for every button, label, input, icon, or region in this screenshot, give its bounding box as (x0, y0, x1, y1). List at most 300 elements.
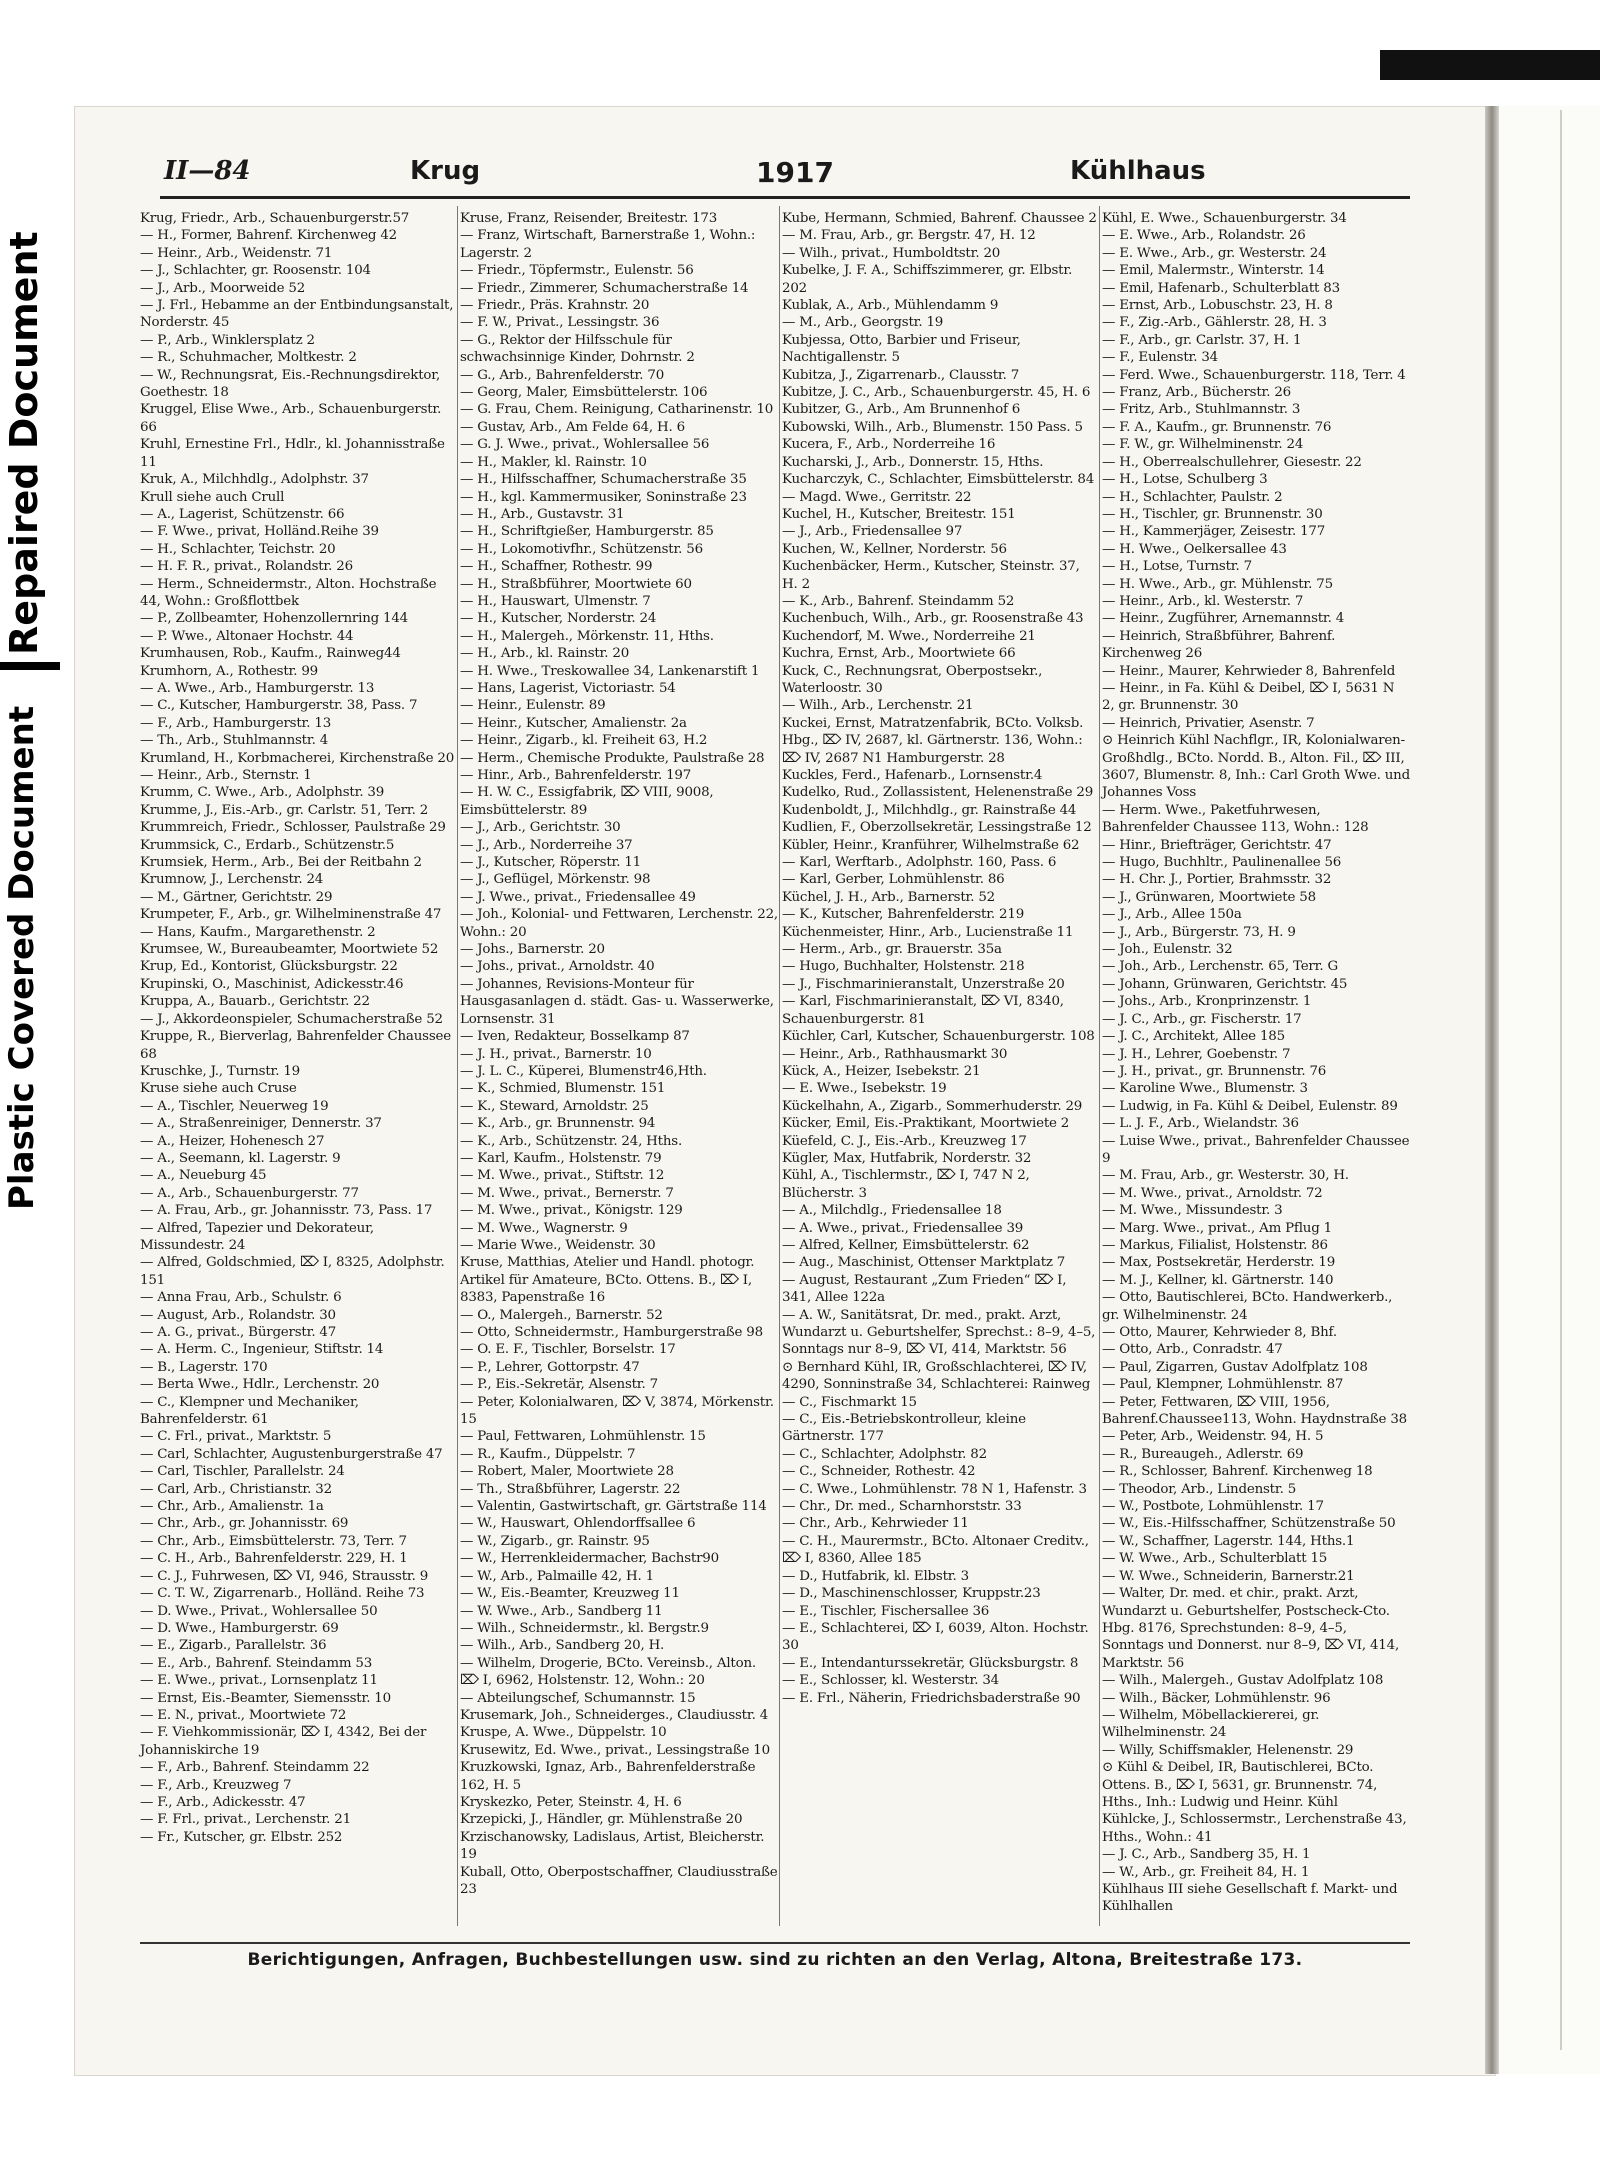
directory-entry: — Valentin, Gastwirtschaft, gr. Gärtstraße 114 (460, 1499, 767, 1515)
directory-entry: Kubitza, J., Zigarrenarb., Clausstr. 7 (782, 367, 1020, 383)
directory-entry: Krumsiek, Herm., Arb., Bei der Reitbahn 2 (140, 855, 422, 871)
directory-entry: — Abteilungschef, Schumannstr. 15 (460, 1690, 696, 1706)
directory-entry: — M. Wwe., Missundestr. 3 (1102, 1203, 1283, 1219)
directory-entry: — Iven, Redakteur, Bosselkamp 87 (460, 1029, 690, 1045)
directory-entry: Krzischanowsky, Ladislaus, Artist, Bleicherstr. 19 (460, 1829, 765, 1863)
directory-entry: — Johs., Barnerstr. 20 (460, 942, 605, 958)
footer-rule (140, 1942, 1410, 1944)
directory-entry: — J. C., Arb., Sandberg 35, H. 1 (1102, 1847, 1311, 1863)
directory-entry: — Ludwig, in Fa. Kühl & Deibel, Eulenstr. 89 (1102, 1098, 1398, 1114)
page-number: II—84 (164, 156, 251, 186)
directory-entry: — Ernst, Arb., Lobuschstr. 23, H. 8 (1102, 298, 1333, 314)
directory-entry: — Heinrich, Straßbführer, Bahrenf. Kirchenweg 26 (1102, 628, 1336, 662)
directory-entry: — O., Malergeh., Barnerstr. 52 (460, 1307, 663, 1323)
directory-entry: Krup, Ed., Kontorist, Glücksburgstr. 22 (140, 959, 398, 975)
directory-entry: — L. J. F., Arb., Wielandstr. 36 (1102, 1116, 1299, 1132)
directory-entry: — E. Frl., Näherin, Friedrichsbaderstraße 90 (782, 1690, 1081, 1706)
directory-entry: — Herm., Schneidermstr., Alton. Hochstraße 44, Wohn.: Großflottbek (140, 576, 437, 609)
directory-entry: — H., Kammerjäger, Zeisestr. 177 (1102, 524, 1326, 540)
directory-entry: — H., Lotse, Turnstr. 7 (1102, 559, 1252, 575)
page-fold (1485, 106, 1499, 2074)
directory-entry: — Wilh., Arb., Sandberg 20, H. (460, 1638, 665, 1654)
label-separator (0, 662, 60, 670)
directory-entry: — Hans, Lagerist, Victoriastr. 54 (460, 680, 676, 696)
directory-entry: — Johannes, Revisions-Monteur für Hausgasanlagen d. städt. Gas- u. Wasserwerke, Lornsenstr. 31 (460, 976, 774, 1027)
directory-entry: — August, Arb., Rolandstr. 30 (140, 1307, 336, 1323)
directory-entry: Kudenboldt, J., Milchhdlg., gr. Rainstraße 44 (782, 802, 1077, 818)
directory-entry: — Luise Wwe., privat., Bahrenfelder Chaussee 9 (1102, 1133, 1410, 1166)
directory-entry: — F., Arb., gr. Carlstr. 37, H. 1 (1102, 332, 1302, 348)
directory-entry: — M. Wwe., privat., Bernerstr. 7 (460, 1185, 674, 1201)
directory-entry: Kubitzer, G., Arb., Am Brunnenhof 6 (782, 402, 1021, 418)
directory-entry: — C. H., Maurermstr., BCto. Altonaer Creditv., ⌦ I, 8360, Allee 185 (782, 1533, 1089, 1567)
directory-entry: — W., Herrenkleidermacher, Bachstr90 (460, 1551, 719, 1567)
directory-entry: — Alfred, Tapezier und Dekorateur, Missundestr. 24 (140, 1220, 374, 1253)
directory-entry: — W., Rechnungsrat, Eis.-Rechnungsdirektor, Goethestr. 18 (140, 367, 441, 401)
directory-entry: — F., Arb., Hamburgerstr. 13 (140, 715, 332, 731)
directory-entry: Kückelhahn, A., Zigarb., Sommerhuderstr. 29 (782, 1098, 1083, 1114)
directory-entry: — Marg. Wwe., privat., Am Pflug 1 (1102, 1220, 1332, 1236)
directory-entry: — E. Wwe., Arb., gr. Westerstr. 24 (1102, 245, 1327, 261)
directory-entry: — J., Arb., Moorweide 52 (140, 280, 306, 296)
directory-entry: — Heinr., Eulenstr. 89 (460, 698, 606, 714)
directory-entry: — J., Arb., Allee 150a (1102, 907, 1242, 923)
directory-entry: — M., Gärtner, Gerichtstr. 29 (140, 889, 333, 905)
directory-entry: Kryskezko, Peter, Steinstr. 4, H. 6 (460, 1794, 682, 1810)
directory-entry: — K., Arb., Schützenstr. 24, Hths. (460, 1133, 682, 1149)
directory-entry: — W., Zigarb., gr. Rainstr. 95 (460, 1533, 650, 1549)
directory-entry: ⊙ Bernhard Kühl, IR, Großschlachterei, ⌦ IV, 4290, Sonninstraße 34, Schlachterei: Rainweg (782, 1359, 1091, 1393)
directory-entry: Krummsick, C., Erdarb., Schützenstr.5 (140, 837, 395, 853)
directory-entry: — Heinrich, Privatier, Asenstr. 7 (1102, 715, 1315, 731)
header-rule (160, 196, 1410, 199)
directory-entry: — E., Tischler, Fischersallee 36 (782, 1603, 990, 1619)
directory-entry: — M. Wwe., privat., Königstr. 129 (460, 1203, 683, 1219)
directory-entry: Kruzkowski, Ignaz, Arb., Bahrenfelderstraße 162, H. 5 (460, 1760, 756, 1793)
directory-entry: Krumpeter, F., Arb., gr. Wilhelminenstraße 47 (140, 907, 442, 923)
directory-entry: — Gustav, Arb., Am Felde 64, H. 6 (460, 419, 685, 435)
directory-entry: — W. Wwe., Schneiderin, Barnerstr.21 (1102, 1568, 1355, 1584)
directory-entry: — C., Eis.-Betriebskontrolleur, kleine Gärtnerstr. 177 (782, 1412, 1026, 1445)
directory-entry: — R., Kaufm., Düppelstr. 7 (460, 1446, 636, 1462)
column-1 (140, 210, 456, 1846)
directory-entry: — M. Frau, Arb., gr. Westerstr. 30, H. (1102, 1168, 1349, 1184)
directory-entry: — M. Wwe., privat., Arnoldstr. 72 (1102, 1185, 1323, 1201)
directory-entry: Kudlien, F., Oberzollsekretär, Lessingstraße 12 (782, 820, 1092, 836)
directory-entry: — Theodor, Arb., Lindenstr. 5 (1102, 1481, 1297, 1497)
directory-entry: Kuchenbäcker, Herm., Kutscher, Steinstr. 37, H. 2 (782, 559, 1080, 592)
directory-entry: — C. T. W., Zigarrenarb., Holländ. Reihe 73 (140, 1586, 425, 1602)
directory-entry: Kuck, C., Rechnungsrat, Oberpostsekr., Waterloostr. 30 (782, 663, 1043, 696)
directory-entry: — C., Schlachter, Adolphstr. 82 (782, 1446, 987, 1462)
directory-entry: — H., Straßbführer, Moortwiete 60 (460, 576, 692, 592)
directory-entry: — Chr., Arb., Kehrwieder 11 (782, 1516, 969, 1532)
directory-entry: — K., Arb., Bahrenf. Steindamm 52 (782, 593, 1015, 609)
column-divider (457, 206, 458, 1926)
directory-entry: — Wilh., Arb., Lerchenstr. 21 (782, 698, 974, 714)
directory-entry: — August, Restaurant „Zum Frieden“ ⌦ I, 341, Allee 122a (782, 1272, 1067, 1306)
directory-entry: — E. Wwe., privat., Lornsenplatz 11 (140, 1673, 378, 1689)
directory-entry: — H., Lotse, Schulberg 3 (1102, 472, 1268, 488)
directory-entry: — K., Kutscher, Bahrenfelderstr. 219 (782, 907, 1025, 923)
directory-entry: — J., Geflügel, Mörkenstr. 98 (460, 872, 651, 888)
directory-entry: — P., Lehrer, Gottorpstr. 47 (460, 1359, 640, 1375)
directory-entry: — P., Arb., Winklersplatz 2 (140, 332, 315, 348)
directory-entry: — Karoline Wwe., Blumenstr. 3 (1102, 1081, 1308, 1097)
directory-entry: — A., Milchdlg., Friedensallee 18 (782, 1203, 1002, 1219)
directory-entry: — A., Tischler, Neuerweg 19 (140, 1098, 329, 1114)
directory-entry: — H., Makler, kl. Rainstr. 10 (460, 454, 647, 470)
directory-entry: — P., Zollbeamter, Hohenzollernring 144 (140, 611, 409, 627)
directory-entry: — E. Wwe., Arb., Rolandstr. 26 (1102, 228, 1306, 244)
directory-entry: — P., Eis.-Sekretär, Alsenstr. 7 (460, 1377, 658, 1393)
directory-entry: Kucharski, J., Arb., Donnerstr. 15, Hths. (782, 454, 1044, 470)
directory-entry: Kühl, A., Tischlermstr., ⌦ I, 747 N 2, Blücherstr. 3 (782, 1168, 1030, 1201)
directory-entry: — Karl, Kaufm., Holstenstr. 79 (460, 1150, 662, 1166)
directory-entry: Krusemark, Joh., Schneiderges., Claudiusstr. 4 (460, 1707, 769, 1723)
directory-entry: — H., Malergeh., Mörkenstr. 11, Hths. (460, 628, 714, 644)
directory-entry: ⊙ Heinrich Kühl Nachflgr., IR, Kolonialwaren-Großhdlg., BCto. Nordd. B., Alton. Fil., ⌦ III, 3607, Blumenstr. 8, Inh.: Carl Groth Wwe. und Johannes Voss (1102, 733, 1410, 801)
directory-entry: — J. C., Arb., gr. Fischerstr. 17 (1102, 1011, 1302, 1027)
directory-entry: Kruk, A., Milchhdlg., Adolphstr. 37 (140, 472, 369, 488)
directory-entry: — Herm. Wwe., Paketfuhrwesen, Bahrenfelder Chaussee 113, Wohn.: 128 (1102, 802, 1369, 836)
directory-entry: — Joh., Kolonial- und Fettwaren, Lerchenstr. 22, Wohn.: 20 (460, 907, 778, 940)
directory-entry: — H., Hauswart, Ulmenstr. 7 (460, 593, 651, 609)
directory-entry: — F. Viehkommissionär, ⌦ I, 4342, Bei der Johanniskirche 19 (140, 1725, 427, 1758)
directory-entry: — Hugo, Buchhltr., Paulinenallee 56 (1102, 855, 1342, 871)
directory-entry: Krzepicki, J., Händler, gr. Mühlenstraße 20 (460, 1812, 743, 1828)
directory-entry: Krumhorn, A., Rothestr. 99 (140, 663, 318, 679)
directory-entry: — Wilhelm, Möbellackiererei, gr. Wilhelminenstr. 24 (1102, 1707, 1320, 1741)
directory-entry: — H. Wwe., Oelkersallee 43 (1102, 541, 1287, 557)
directory-entry: — J., Kutscher, Röperstr. 11 (460, 855, 641, 871)
directory-entry: — H., Schlachter, Paulstr. 2 (1102, 489, 1283, 505)
directory-entry: — J., Arb., Friedensallee 97 (782, 524, 963, 540)
directory-entry: — J. L. C., Küperei, Blumenstr46,Hth. (460, 1063, 707, 1079)
directory-entry: — W., Arb., gr. Freiheit 84, H. 1 (1102, 1864, 1310, 1880)
directory-entry: — Heinr., in Fa. Kühl & Deibel, ⌦ I, 5631 N 2, gr. Brunnenstr. 30 (1102, 680, 1395, 714)
directory-entry: — E. N., privat., Moortwiete 72 (140, 1707, 347, 1723)
directory-entry: — Friedr., Präs. Krahnstr. 20 (460, 298, 650, 314)
directory-entry: — W., Postbote, Lohmühlenstr. 17 (1102, 1499, 1324, 1515)
directory-entry: — E., Schlosser, kl. Westerstr. 34 (782, 1673, 999, 1689)
directory-entry: — Otto, Arb., Conradstr. 47 (1102, 1342, 1283, 1358)
column-4 (1102, 210, 1410, 1916)
publisher-footer: Berichtigungen, Anfragen, Buchbestellungen usw. sind zu richten an den Verlag, Altona, Breitestraße 173. (247, 1950, 1303, 1970)
directory-entry: Krumme, J., Eis.-Arb., gr. Carlstr. 51, Terr. 2 (140, 802, 429, 818)
directory-entry: Kublak, A., Arb., Mühlendamm 9 (782, 298, 999, 314)
directory-entry: Krumsee, W., Bureaubeamter, Moortwiete 52 (140, 942, 439, 958)
directory-entry: — H. Wwe., Treskowallee 34, Lankenarstift 1 (460, 663, 760, 679)
directory-entry: — J. H., privat., gr. Brunnenstr. 76 (1102, 1063, 1327, 1079)
directory-entry: — Hinr., Briefträger, Gerichtstr. 47 (1102, 837, 1332, 853)
directory-entry: — K., Steward, Arnoldstr. 25 (460, 1098, 649, 1114)
directory-entry: — Wilh., Schneidermstr., kl. Bergstr.9 (460, 1620, 709, 1636)
directory-entry: Kruse, Franz, Reisender, Breitestr. 173 (460, 211, 718, 226)
directory-entry: — C., Fischmarkt 15 (782, 1394, 917, 1410)
directory-entry: Küchler, Carl, Kutscher, Schauenburgerstr. 108 (782, 1029, 1095, 1045)
directory-entry: Kruschke, J., Turnstr. 19 (140, 1063, 300, 1079)
directory-entry: — J. H., privat., Barnerstr. 10 (460, 1046, 652, 1062)
directory-entry: — Karl, Werftarb., Adolphstr. 160, Pass. 6 (782, 855, 1057, 871)
directory-entry: — H., kgl. Kammermusiker, Soninstraße 23 (460, 489, 747, 505)
directory-entry: — Johann, Grünwaren, Gerichtstr. 45 (1102, 976, 1348, 992)
directory-entry: — F., Zig.-Arb., Gählerstr. 28, H. 3 (1102, 315, 1327, 331)
directory-entry: — E., Arb., Bahrenf. Steindamm 53 (140, 1655, 373, 1671)
directory-entry: — W., Eis.-Beamter, Kreuzweg 11 (460, 1586, 680, 1602)
directory-entry: — Walter, Dr. med. et chir., prakt. Arzt, Wundarzt u. Geburtshelfer, Postscheck-Cto. Hbg. 8176, Sprechstunden: 8–9, 4–5, Sonntags und Donnerst. nur 8–9, ⌦ VI, 414, Marktstr. 56 (1102, 1586, 1399, 1671)
directory-entry: — Friedr., Töpfermstr., Eulenstr. 56 (460, 263, 694, 279)
directory-entry: — F. Frl., privat., Lerchenstr. 21 (140, 1812, 351, 1828)
directory-entry: Krusewitz, Ed. Wwe., privat., Lessingstraße 10 (460, 1742, 770, 1758)
directory-entry: — Paul, Klempner, Lohmühlenstr. 87 (1102, 1377, 1344, 1393)
directory-entry: — Chr., Dr. med., Scharnhorststr. 33 (782, 1499, 1022, 1515)
directory-entry: — H., Tischler, gr. Brunnenstr. 30 (1102, 506, 1323, 522)
directory-entry: — H., Lokomotivfhr., Schützenstr. 56 (460, 541, 703, 557)
directory-entry: — Aug., Maschinist, Ottenser Marktplatz 7 (782, 1255, 1066, 1271)
directory-entry: — Heinr., Arb., Sternstr. 1 (140, 768, 312, 783)
directory-entry: — H. Chr. J., Portier, Brahmsstr. 32 (1102, 872, 1332, 888)
directory-entry: — M. Frau, Arb., gr. Bergstr. 47, H. 12 (782, 228, 1036, 244)
directory-entry: — A. Wwe., privat., Friedensallee 39 (782, 1220, 1024, 1236)
directory-entry: Kruse, Matthias, Atelier und Handl. photogr. Artikel für Amateure, BCto. Ottens. B., ⌦ I, 8383, Papenstraße 16 (460, 1255, 755, 1306)
directory-entry: — C., Schneider, Rothestr. 42 (782, 1464, 976, 1480)
directory-entry: — Herm., Chemische Produkte, Paulstraße 28 (460, 750, 765, 766)
directory-entry: Kühlcke, J., Schlossermstr., Lerchenstraße 43, Hths., Wohn.: 41 (1102, 1812, 1407, 1845)
directory-entry: — Carl, Arb., Christianstr. 32 (140, 1481, 332, 1497)
header-first-word: Krug (410, 156, 481, 186)
directory-entry: — A. Wwe., Arb., Hamburgerstr. 13 (140, 680, 375, 696)
scanner-edge (1380, 50, 1600, 80)
directory-entry: — J., Grünwaren, Moortwiete 58 (1102, 889, 1316, 905)
directory-entry: — A., Straßenreiniger, Dennerstr. 37 (140, 1116, 382, 1132)
directory-entry: Kuckei, Ernst, Matratzenfabrik, BCto. Volksb. Hbg., ⌦ IV, 2687, kl. Gärtnerstr. 136, Wohn.: ⌦ IV, 2687 N1 Hamburgerstr. 28 (782, 715, 1084, 766)
column-2 (460, 210, 778, 1898)
directory-entry: — Heinr., Kutscher, Amalienstr. 2a (460, 715, 687, 731)
directory-entry: Kucharczyk, C., Schlachter, Eimsbüttelerstr. 84 (782, 472, 1095, 488)
directory-entry: — Chr., Arb., Amalienstr. 1a (140, 1499, 324, 1515)
column-divider (779, 206, 780, 1926)
directory-entry: — Paul, Fettwaren, Lohmühlenstr. 15 (460, 1429, 706, 1445)
directory-entry: — Wilh., Bäcker, Lohmühlenstr. 96 (1102, 1690, 1331, 1706)
directory-entry: — R., Schlosser, Bahrenf. Kirchenweg 18 (1102, 1464, 1373, 1480)
directory-entry: — J. Frl., Hebamme an der Entbindungsanstalt, Norderstr. 45 (140, 298, 454, 331)
directory-entry: — H. F. R., privat., Rolandstr. 26 (140, 559, 353, 575)
directory-entry: — E., Zigarb., Parallelstr. 36 (140, 1638, 327, 1654)
directory-entry: — G., Arb., Bahrenfelderstr. 70 (460, 367, 665, 383)
directory-entry: — Marie Wwe., Weidenstr. 30 (460, 1237, 656, 1253)
directory-entry: — H., Oberrealschullehrer, Giesestr. 22 (1102, 454, 1362, 470)
directory-entry: — H., Hilfsschaffner, Schumacherstraße 35 (460, 472, 747, 488)
directory-entry: — M. J., Kellner, kl. Gärtnerstr. 140 (1102, 1272, 1334, 1288)
directory-entry: — W., Hauswart, Ohlendorffsallee 6 (460, 1516, 696, 1532)
directory-entry: — Heinr., Arb., kl. Westerstr. 7 (1102, 593, 1304, 609)
directory-entry: — Robert, Maler, Moortwiete 28 (460, 1464, 674, 1480)
directory-entry: — A., Neueburg 45 (140, 1168, 267, 1184)
directory-entry: — W. Wwe., Arb., Schulterblatt 15 (1102, 1551, 1328, 1567)
directory-entry: — E. Wwe., Isebekstr. 19 (782, 1081, 947, 1097)
directory-entry: — Emil, Malermstr., Winterstr. 14 (1102, 263, 1325, 279)
directory-entry: Kuchenbuch, Wilh., Arb., gr. Roosenstraße 43 (782, 611, 1084, 627)
directory-entry: — G. Frau, Chem. Reinigung, Catharinenstr. 10 (460, 402, 774, 418)
directory-entry: — H., Schaffner, Rothestr. 99 (460, 559, 653, 575)
directory-entry: — Th., Straßbführer, Lagerstr. 22 (460, 1481, 681, 1497)
directory-entry: Krumhausen, Rob., Kaufm., Rainweg44 (140, 646, 401, 662)
directory-entry: — Karl, Fischmarinieranstalt, ⌦ VI, 8340, Schauenburgerstr. 81 (782, 994, 1064, 1027)
directory-entry: — J. H., Lehrer, Goebenstr. 7 (1102, 1046, 1291, 1062)
directory-entry: — R., Schuhmacher, Moltkestr. 2 (140, 350, 357, 366)
directory-entry: — M. Wwe., privat., Stiftstr. 12 (460, 1168, 665, 1184)
directory-entry: — G., Rektor der Hilfsschule für schwachsinnige Kinder, Dohrnstr. 2 (460, 332, 695, 366)
directory-entry: — Hugo, Buchhalter, Holstenstr. 218 (782, 959, 1025, 975)
directory-entry: — Herm., Arb., gr. Brauerstr. 35a (782, 942, 1002, 958)
page-header (160, 156, 1410, 196)
directory-entry: Küchenmeister, Hinr., Arb., Lucienstraße 11 (782, 924, 1074, 940)
directory-entry: Kuball, Otto, Oberpostschaffner, Claudiusstraße 23 (460, 1864, 778, 1897)
directory-entry: — H., Schriftgießer, Hamburgerstr. 85 (460, 524, 714, 540)
directory-entry: — Friedr., Zimmerer, Schumacherstraße 14 (460, 280, 749, 296)
directory-entry: — A., Heizer, Hohenesch 27 (140, 1133, 325, 1149)
directory-entry: — Ernst, Eis.-Beamter, Siemensstr. 10 (140, 1690, 391, 1706)
directory-entry: Krumland, H., Korbmacherei, Kirchenstraße 20 (140, 750, 455, 766)
directory-entry: — M. Wwe., Wagnerstr. 9 (460, 1220, 628, 1236)
directory-entry: — D. Wwe., Privat., Wohlersallee 50 (140, 1603, 378, 1619)
directory-entry: Kubjessa, Otto, Barbier und Friseur, Nachtigallenstr. 5 (782, 332, 1021, 366)
directory-entry: — J. Wwe., privat., Friedensallee 49 (460, 889, 696, 905)
directory-entry: — Carl, Schlachter, Augustenburgerstraße 47 (140, 1446, 443, 1462)
directory-entry: — Georg, Maler, Eimsbüttelerstr. 106 (460, 385, 708, 401)
directory-entry: — Alfred, Goldschmied, ⌦ I, 8325, Adolphstr. 151 (140, 1255, 445, 1288)
directory-entry: — A., Seemann, kl. Lagerstr. 9 (140, 1150, 341, 1166)
directory-entry: — H., Arb., Gustavstr. 31 (460, 506, 625, 522)
directory-entry: ⊙ Kühl & Deibel, IR, Bautischlerei, BCto. Ottens. B., ⌦ I, 5631, gr. Brunnenstr. 74, Hths., Inh.: Ludwig und Heinr. Kühl (1102, 1760, 1378, 1810)
directory-entry: — Willy, Schiffsmakler, Helenenstr. 29 (1102, 1742, 1354, 1758)
directory-entry: — C. J., Fuhrwesen, ⌦ VI, 946, Strausstr. 9 (140, 1568, 429, 1584)
directory-entry: — Fr., Kutscher, gr. Elbstr. 252 (140, 1829, 343, 1845)
directory-entry: — E., Intendanturssekretär, Glücksburgstr. 8 (782, 1655, 1079, 1671)
directory-entry: — D., Hutfabrik, kl. Elbstr. 3 (782, 1568, 969, 1584)
directory-entry: — Joh., Eulenstr. 32 (1102, 942, 1233, 958)
directory-entry: — K., Schmied, Blumenstr. 151 (460, 1081, 666, 1097)
header-last-word: Kühlhaus (1070, 156, 1206, 186)
header-year: 1917 (756, 156, 834, 189)
directory-entry: — J., Schlachter, gr. Roosenstr. 104 (140, 263, 371, 279)
directory-entry: — H., Former, Bahrenf. Kirchenweg 42 (140, 228, 397, 244)
directory-entry: — A., Arb., Schauenburgerstr. 77 (140, 1185, 359, 1201)
directory-entry: — A. Herm. C., Ingenieur, Stiftstr. 14 (140, 1342, 384, 1358)
directory-entry: — J., Fischmarinieranstalt, Unzerstraße 20 (782, 976, 1065, 992)
directory-entry: — M., Arb., Georgstr. 19 (782, 315, 944, 331)
directory-entry: Krull siehe auch Crull (140, 489, 285, 505)
directory-entry: — H., Arb., kl. Rainstr. 20 (460, 646, 630, 662)
directory-entry: Kübler, Heinr., Kranführer, Wilhelmstraße 62 (782, 837, 1080, 853)
directory-entry: — C., Klempner und Mechaniker, Bahrenfelderstr. 61 (140, 1394, 359, 1428)
directory-entry: — J. C., Architekt, Allee 185 (1102, 1029, 1285, 1045)
directory-entry: — H., Kutscher, Norderstr. 24 (460, 611, 657, 627)
directory-entry: — Hans, Kaufm., Margarethenstr. 2 (140, 924, 376, 940)
directory-entry: Kühl, E. Wwe., Schauenburgerstr. 34 (1102, 211, 1347, 226)
column-divider (1099, 206, 1100, 1926)
directory-entry: — Karl, Gerber, Lohmühlenstr. 86 (782, 872, 1005, 888)
directory-entry: — P. Wwe., Altonaer Hochstr. 44 (140, 628, 354, 644)
directory-entry: — Heinr., Zigarb., kl. Freiheit 63, H.2 (460, 733, 708, 749)
directory-entry: — Markus, Filialist, Holstenstr. 86 (1102, 1237, 1328, 1253)
directory-entry: Kruggel, Elise Wwe., Arb., Schauenburgerstr. 66 (140, 402, 442, 435)
directory-entry: Kück, A., Heizer, Isebekstr. 21 (782, 1063, 981, 1079)
directory-entry: — Heinr., Arb., Weidenstr. 71 (140, 245, 333, 261)
directory-entry: — D., Maschinenschlosser, Kruppstr.23 (782, 1586, 1041, 1602)
directory-entry: — W., Arb., Palmaille 42, H. 1 (460, 1568, 654, 1584)
directory-entry: — O. E. F., Tischler, Borselstr. 17 (460, 1342, 676, 1358)
directory-entry: Kube, Hermann, Schmied, Bahrenf. Chaussee 2 (782, 211, 1097, 226)
directory-entry: — J., Arb., Bürgerstr. 73, H. 9 (1102, 924, 1296, 940)
directory-entry: — C., Kutscher, Hamburgerstr. 38, Pass. 7 (140, 698, 418, 714)
directory-entry: — W. Wwe., Arb., Sandberg 11 (460, 1603, 663, 1619)
directory-entry: — F., Arb., Kreuzweg 7 (140, 1777, 292, 1793)
directory-entry: Kucera, F., Arb., Norderreihe 16 (782, 437, 996, 453)
directory-entry: Krug, Friedr., Arb., Schauenburgerstr.57 (140, 211, 410, 226)
directory-entry: — Max, Postsekretär, Herderstr. 19 (1102, 1255, 1336, 1271)
directory-entry: — Fritz, Arb., Stuhlmannstr. 3 (1102, 402, 1301, 418)
directory-entry: — D. Wwe., Hamburgerstr. 69 (140, 1620, 339, 1636)
directory-entry: Kügler, Max, Hutfabrik, Norderstr. 32 (782, 1150, 1032, 1166)
directory-entry: — Wilhelm, Drogerie, BCto. Vereinsb., Alton. ⌦ I, 6962, Holstenstr. 12, Wohn.: 20 (460, 1655, 756, 1689)
column-3 (782, 210, 1098, 1707)
facing-page-edge (1494, 106, 1600, 2074)
directory-entry: — E., Schlachterei, ⌦ I, 6039, Alton. Hochstr. 30 (782, 1620, 1089, 1654)
directory-entry: Kruse siehe auch Cruse (140, 1081, 297, 1097)
directory-entry: Kruppe, R., Bierverlag, Bahrenfelder Chaussee 68 (140, 1029, 451, 1062)
directory-entry: — F. W., Privat., Lessingstr. 36 (460, 315, 660, 331)
directory-entry: — Carl, Tischler, Parallelstr. 24 (140, 1464, 345, 1480)
directory-entry: — Alfred, Kellner, Eimsbüttelerstr. 62 (782, 1237, 1030, 1253)
directory-entry: — Heinr., Zugführer, Arnemannstr. 4 (1102, 611, 1345, 627)
directory-entry: Kruppa, A., Bauarb., Gerichtstr. 22 (140, 994, 370, 1010)
directory-entry: — A. Frau, Arb., gr. Johannisstr. 73, Pass. 17 (140, 1203, 433, 1219)
directory-entry: Küchel, J. H., Arb., Barnerstr. 52 (782, 889, 995, 905)
directory-entry: — F., Eulenstr. 34 (1102, 350, 1218, 366)
directory-entry: — Peter, Arb., Weidenstr. 94, H. 5 (1102, 1429, 1324, 1445)
directory-entry: — Chr., Arb., gr. Johannisstr. 69 (140, 1516, 349, 1532)
directory-entry: — Johs., Arb., Kronprinzenstr. 1 (1102, 994, 1312, 1010)
directory-entry: — F. W., gr. Wilhelminenstr. 24 (1102, 437, 1304, 453)
directory-entry: Krumnow, J., Lerchenstr. 24 (140, 872, 324, 888)
directory-entry: Kuchen, W., Kellner, Norderstr. 56 (782, 541, 1007, 557)
directory-entry: — H. Wwe., Arb., gr. Mühlenstr. 75 (1102, 576, 1333, 592)
directory-entry: — C. Wwe., Lohmühlenstr. 78 N 1, Hafenstr. 3 (782, 1481, 1087, 1497)
directory-entry: — W., Eis.-Hilfsschaffner, Schützenstraße 50 (1102, 1516, 1396, 1532)
directory-entry: — Hinr., Arb., Bahrenfelderstr. 197 (460, 768, 692, 783)
directory-entry: — Joh., Arb., Lerchenstr. 65, Terr. G (1102, 959, 1338, 975)
directory-entry: — A., Lagerist, Schützenstr. 66 (140, 506, 345, 522)
directory-entry: — Otto, Maurer, Kehrwieder 8, Bhf. (1102, 1325, 1337, 1340)
directory-entry: Kuchel, H., Kutscher, Breitestr. 151 (782, 506, 1016, 522)
directory-entry: Krummreich, Friedr., Schlosser, Paulstraße 29 (140, 820, 446, 836)
directory-entry: — Paul, Zigarren, Gustav Adolfplatz 108 (1102, 1359, 1368, 1375)
directory-entry: — B., Lagerstr. 170 (140, 1359, 268, 1375)
directory-entry: — Otto, Bautischlerei, BCto. Handwerkerb., gr. Wilhelminenstr. 24 (1102, 1290, 1393, 1323)
directory-entry: — K., Arb., gr. Brunnenstr. 94 (460, 1116, 656, 1132)
directory-entry: Krupinski, O., Maschinist, Adickesstr.46 (140, 976, 404, 992)
directory-entry: — Heinr., Maurer, Kehrwieder 8, Bahrenfeld (1102, 663, 1396, 679)
directory-entry: — Anna Frau, Arb., Schulstr. 6 (140, 1290, 342, 1306)
directory-entry: — H. W. C., Essigfabrik, ⌦ VIII, 9008, Eimsbüttelerstr. 89 (460, 785, 714, 818)
facing-page-line (1560, 110, 1562, 2050)
directory-entry: — Heinr., Arb., Rathhausmarkt 30 (782, 1046, 1008, 1062)
directory-entry: Krumm, C. Wwe., Arb., Adolphstr. 39 (140, 785, 385, 801)
directory-entry: — Berta Wwe., Hdlr., Lerchenstr. 20 (140, 1377, 380, 1393)
directory-entry: — Magd. Wwe., Gerritstr. 22 (782, 489, 972, 505)
